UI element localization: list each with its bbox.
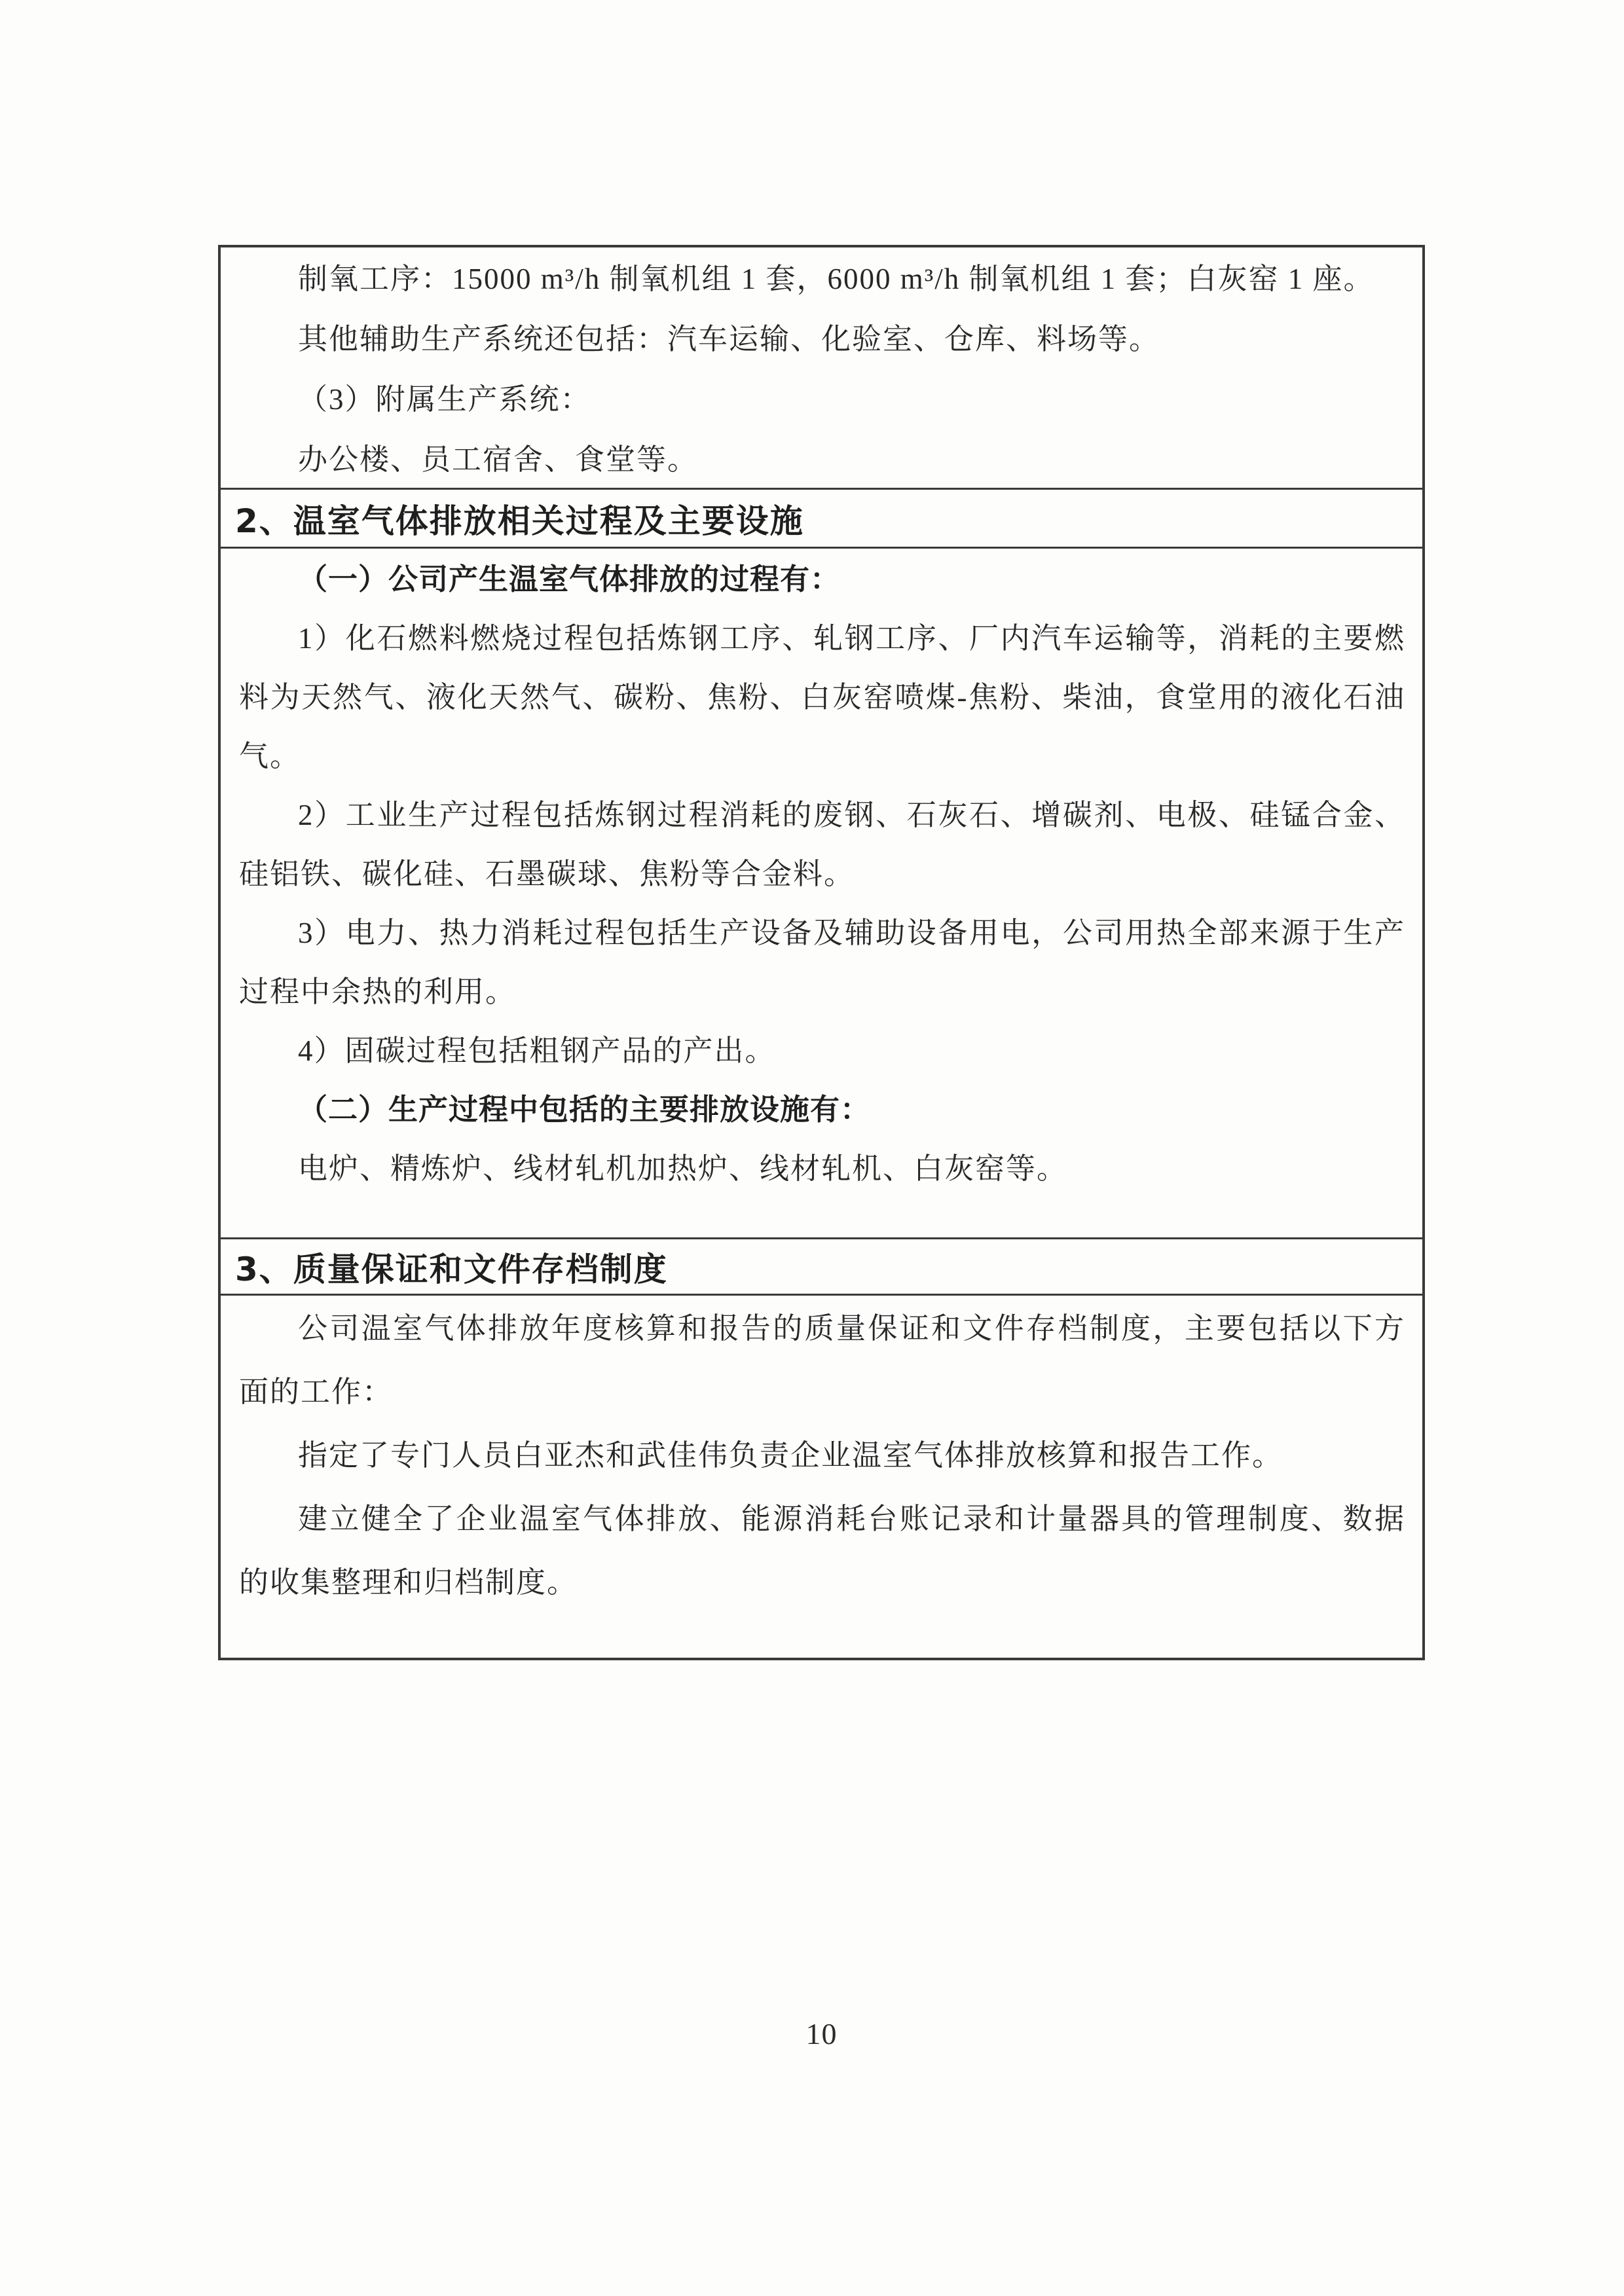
emission-processes-cell (221, 549, 1422, 1198)
quality-assurance-cell (221, 1296, 1422, 1614)
paragraph-affiliated-systems-title: （3）附属生产系统： (298, 383, 591, 416)
paragraph-electricity-heat: 3）电力、热力消耗过程包括生产设备及辅助设备用电，公司用热全部来源于生产过程中余热的利用。 (239, 917, 1405, 1008)
table-row-quality-assurance (221, 1294, 1422, 1658)
section-3-header: 3、质量保证和文件存档制度 (235, 1250, 668, 1288)
section-2-header-row (221, 488, 1422, 547)
paragraph-facilities-list: 电炉、精炼炉、线材轧机加热炉、线材轧机、白灰窑等。 (298, 1152, 1068, 1185)
table-row-emission-processes (221, 547, 1422, 1237)
subheading-emission-processes: （一）公司产生温室气体排放的过程有： (298, 562, 841, 596)
subheading-emission-facilities: （二）生产过程中包括的主要排放设施有： (298, 1092, 871, 1127)
paragraph-fossil-fuel-combustion: 1）化石燃料燃烧过程包括炼钢工序、轧钢工序、厂内汽车运输等，消耗的主要燃料为天然气、液化天然气、碳粉、焦粉、白灰窑喷煤-焦粉、柴油，食堂用的液化石油气。 (239, 622, 1405, 773)
paragraph-oxygen-process: 制氧工序：15000 m³/h 制氧机组 1 套，6000 m³/h 制氧机组 1 套；白灰窑 1 座。 (298, 263, 1375, 295)
production-systems-cell (221, 247, 1422, 490)
paragraph-record-system: 建立健全了企业温室气体排放、能源消耗台账记录和计量器具的管理制度、数据的收集整理和归档制度。 (239, 1503, 1405, 1599)
report-table (218, 245, 1425, 1660)
table-row-production-systems (221, 247, 1422, 488)
paragraph-affiliated-systems-list: 办公楼、员工宿舍、食堂等。 (298, 443, 699, 476)
paragraph-auxiliary-systems: 其他辅助生产系统还包括：汽车运输、化验室、仓库、料场等。 (298, 323, 1160, 355)
paragraph-designated-personnel: 指定了专门人员白亚杰和武佳伟负责企业温室气体排放核算和报告工作。 (298, 1439, 1283, 1472)
section-2-header: 2、温室气体排放相关过程及主要设施 (235, 501, 804, 540)
section-3-header-row (221, 1237, 1422, 1294)
paragraph-carbon-fixation: 4）固碳过程包括粗钢产品的产出。 (298, 1034, 776, 1067)
paragraph-qa-overview: 公司温室气体排放年度核算和报告的质量保证和文件存档制度，主要包括以下方面的工作： (239, 1312, 1405, 1408)
page-number: 10 (805, 2017, 838, 2050)
paragraph-industrial-process: 2）工业生产过程包括炼钢过程消耗的废钢、石灰石、增碳剂、电极、硅锰合金、硅铝铁、碳化硅、石墨碳球、焦粉等合金料。 (239, 799, 1405, 890)
